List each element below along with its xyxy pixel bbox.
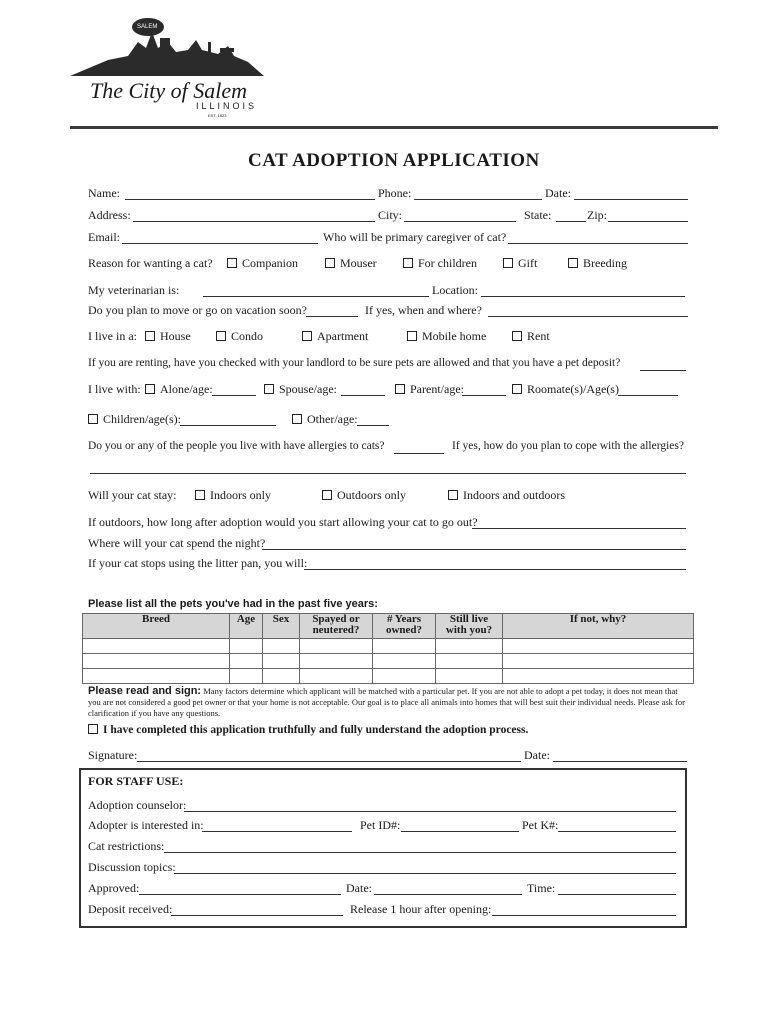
column-header: Age — [230, 614, 263, 639]
checkbox[interactable] — [512, 384, 522, 394]
checkbox[interactable] — [88, 414, 98, 424]
vet-field[interactable] — [203, 285, 429, 297]
agreement-text — [88, 686, 688, 719]
reason-companion[interactable] — [227, 256, 298, 271]
checkbox[interactable] — [216, 331, 226, 341]
time-label: Time: — [527, 881, 556, 895]
city-field[interactable] — [404, 210, 516, 222]
option-label: Mobile home — [422, 329, 487, 343]
reason-children[interactable] — [403, 256, 477, 271]
with-parent[interactable] — [395, 382, 464, 397]
table-header-row — [83, 614, 694, 639]
approved-label: Approved: — [88, 881, 140, 895]
deposit-field[interactable] — [171, 904, 343, 916]
option-label: Apartment — [317, 329, 369, 343]
form-title: CAT ADOPTION APPLICATION — [248, 150, 540, 171]
litter-label: If your cat stops using the litter pan, you will: — [88, 556, 308, 570]
date-label: Date: — [545, 186, 571, 200]
with-roommates[interactable] — [512, 382, 619, 397]
option-label: Breeding — [583, 256, 627, 270]
name-label: Name: — [88, 186, 120, 200]
pet-k-label: Pet K#: — [522, 818, 559, 832]
checkbox[interactable] — [503, 258, 513, 268]
counselor-field[interactable] — [184, 800, 676, 812]
option-label: Outdoors only — [337, 488, 406, 502]
roommates-age-field[interactable] — [618, 384, 678, 396]
agreement-check-label: I have completed this application truthfully and fully understand the adoption process. — [103, 724, 529, 736]
pets-table — [82, 613, 694, 684]
reason-label: Reason for wanting a cat? — [88, 256, 213, 270]
restrictions-field[interactable] — [164, 841, 676, 853]
interested-label: Adopter is interested in: — [88, 818, 204, 832]
checkbox[interactable] — [325, 258, 335, 268]
live-rent[interactable] — [512, 329, 550, 344]
table-row[interactable] — [83, 669, 694, 684]
email-label: Email: — [88, 230, 120, 244]
city-label: City: — [378, 208, 403, 222]
location-label: Location: — [432, 283, 478, 297]
deposit-label: Deposit received: — [88, 902, 173, 916]
zip-field[interactable] — [608, 210, 688, 222]
option-label: For children — [418, 256, 477, 270]
option-label: Indoors only — [210, 488, 271, 502]
caregiver-field[interactable] — [508, 232, 688, 244]
with-alone[interactable] — [145, 382, 213, 397]
topics-field[interactable] — [174, 862, 676, 874]
reason-gift[interactable] — [503, 256, 537, 271]
move-field[interactable] — [306, 305, 358, 317]
other-age-field[interactable] — [357, 414, 389, 426]
approved-date-label: Date: — [346, 881, 372, 895]
allergies-field[interactable] — [394, 442, 444, 454]
spouse-age-field[interactable] — [341, 384, 385, 396]
checkbox[interactable] — [448, 490, 458, 500]
counselor-label: Adoption counselor: — [88, 798, 187, 812]
option-label: Parent/age: — [410, 382, 464, 396]
checkbox[interactable] — [145, 384, 155, 394]
option-label: Alone/age: — [160, 382, 213, 396]
state-label: State: — [524, 208, 552, 222]
night-field[interactable] — [262, 538, 686, 550]
parent-age-field[interactable] — [462, 384, 506, 396]
when-where-label: If yes, when and where? — [365, 303, 482, 317]
checkbox[interactable] — [88, 724, 98, 734]
live-apartment[interactable] — [302, 329, 368, 344]
checkbox[interactable] — [145, 331, 155, 341]
option-label: Rent — [527, 329, 550, 343]
release-label: Release 1 hour after opening: — [350, 902, 492, 916]
email-field[interactable] — [122, 232, 318, 244]
alone-age-field[interactable] — [212, 384, 256, 396]
logo-badge: SALEM — [137, 24, 158, 30]
caregiver-label: Who will be primary caregiver of cat? — [323, 230, 507, 244]
staff-heading: FOR STAFF USE: — [88, 774, 184, 788]
state-field[interactable] — [556, 210, 586, 222]
with-spouse[interactable] — [264, 382, 337, 397]
checkbox[interactable] — [403, 258, 413, 268]
option-label: Condo — [231, 329, 264, 343]
agreement-check[interactable] — [88, 724, 528, 736]
restrictions-label: Cat restrictions: — [88, 839, 165, 853]
move-label: Do you plan to move or go on vacation soon? — [88, 303, 307, 317]
signature-field[interactable] — [137, 750, 521, 762]
with-other[interactable] — [292, 412, 358, 427]
table-row[interactable] — [83, 639, 694, 654]
approved-field[interactable] — [139, 883, 341, 895]
reason-breeding[interactable] — [568, 256, 627, 271]
signature-date-field[interactable] — [553, 750, 687, 762]
checkbox[interactable] — [568, 258, 578, 268]
skyline-icon — [68, 12, 264, 78]
option-label: Indoors and outdoors — [463, 488, 565, 502]
cope-label: If yes, how do you plan to cope with the allergies? — [452, 440, 684, 452]
agreement-heading: Please read and sign: — [88, 685, 202, 697]
column-header: Sex — [263, 614, 300, 639]
option-label: Spouse/age: — [279, 382, 337, 396]
pet-id-field[interactable] — [401, 820, 519, 832]
column-header: Still live with you? — [436, 614, 503, 639]
pet-id-label: Pet ID#: — [360, 818, 401, 832]
option-label: Gift — [518, 256, 538, 270]
option-label: House — [160, 329, 191, 343]
live-with-label: I live with: — [88, 382, 141, 396]
checkbox[interactable] — [292, 414, 302, 424]
checkbox[interactable] — [322, 490, 332, 500]
vet-label: My veterinarian is: — [88, 283, 180, 297]
interested-field[interactable] — [202, 820, 352, 832]
stay-both[interactable] — [448, 488, 565, 503]
column-header: If not, why? — [503, 614, 694, 639]
night-label: Where will your cat spend the night? — [88, 536, 266, 550]
option-label: Roomate(s)/Age(s) — [527, 382, 619, 396]
stay-label: Will your cat stay: — [88, 488, 177, 502]
when-where-field[interactable] — [488, 305, 688, 317]
allergies-label: Do you or any of the people you live with have allergies to cats? — [88, 440, 385, 452]
checkbox[interactable] — [512, 331, 522, 341]
phone-field[interactable] — [414, 188, 542, 200]
option-label: Mouser — [340, 256, 377, 270]
live-mobile-home[interactable] — [407, 329, 486, 344]
logo-state: ILLINOIS — [196, 101, 258, 111]
phone-label: Phone: — [378, 186, 412, 200]
release-field[interactable] — [492, 904, 676, 916]
with-children[interactable] — [88, 412, 181, 427]
zip-label: Zip: — [587, 208, 607, 222]
checkbox[interactable] — [264, 384, 274, 394]
reason-mouser[interactable] — [325, 256, 377, 271]
name-field[interactable] — [125, 188, 375, 200]
time-field[interactable] — [558, 883, 676, 895]
header-rule — [70, 126, 718, 129]
topics-label: Discussion topics: — [88, 860, 176, 874]
option-label: Other/age: — [307, 412, 358, 426]
date-field[interactable] — [574, 188, 688, 200]
address-label: Address: — [88, 208, 131, 222]
children-age-field[interactable] — [180, 414, 276, 426]
column-header: Spayed or neutered? — [300, 614, 373, 639]
stay-outdoors[interactable] — [322, 488, 406, 503]
option-label: Companion — [242, 256, 298, 270]
litter-field[interactable] — [304, 558, 686, 570]
checkbox[interactable] — [302, 331, 312, 341]
pets-heading: Please list all the pets you've had in the past five years: — [88, 598, 378, 610]
outdoors-label: If outdoors, how long after adoption would you start allowing your cat to go out? — [88, 515, 478, 529]
location-field[interactable] — [481, 285, 685, 297]
signature-date-label: Date: — [524, 748, 550, 762]
agreement-body: Many factors determine which applicant will be matched with a particular pet. If you are not able to adopt a pet today, it does not mean that you are not considered a good pet owner or that your home is not acceptable. Our goal is to place all animals into homes that will best suit their individual needs. Please ask for clarification if you have any questions. — [88, 686, 685, 718]
outdoors-field[interactable] — [472, 517, 686, 529]
checkbox[interactable] — [395, 384, 405, 394]
address-field[interactable] — [133, 210, 375, 222]
option-label: Children/age(s): — [103, 412, 181, 426]
signature-label: Signature: — [88, 748, 138, 762]
approved-date-field[interactable] — [374, 883, 522, 895]
renting-label: If you are renting, have you checked with your landlord to be sure pets are allowed and that you have a pet deposit? — [88, 357, 621, 369]
pet-k-field[interactable] — [558, 820, 676, 832]
stay-indoors[interactable] — [195, 488, 271, 503]
live-in-label: I live in a: — [88, 329, 137, 343]
cope-field[interactable] — [90, 462, 686, 474]
checkbox[interactable] — [407, 331, 417, 341]
checkbox[interactable] — [227, 258, 237, 268]
logo-city-name: The City of Salem — [90, 78, 248, 103]
table-row[interactable] — [83, 654, 694, 669]
column-header: Breed — [83, 614, 230, 639]
logo-tagline: EST. 1823 — [208, 113, 227, 118]
renting-field[interactable] — [640, 359, 686, 371]
live-house[interactable] — [145, 329, 191, 344]
checkbox[interactable] — [195, 490, 205, 500]
column-header: # Years owned? — [373, 614, 436, 639]
live-condo[interactable] — [216, 329, 263, 344]
